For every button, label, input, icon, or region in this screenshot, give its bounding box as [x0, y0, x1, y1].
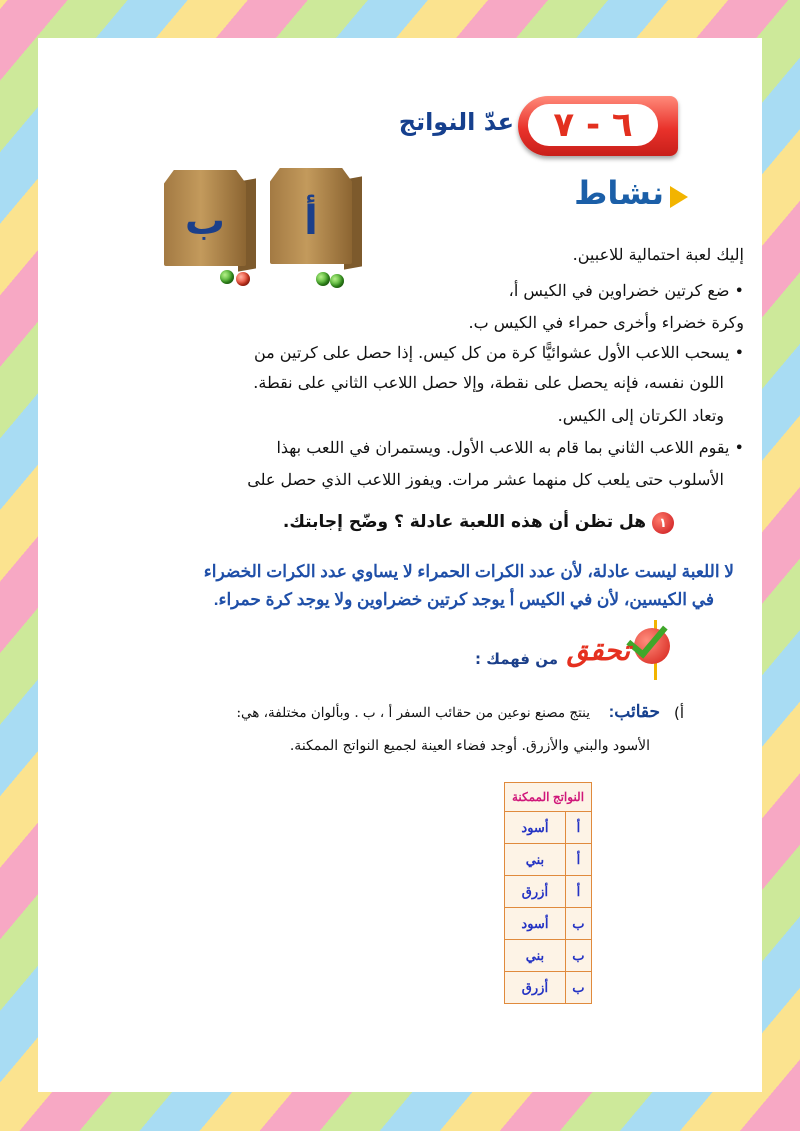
table-cell-color: أسود — [505, 908, 566, 940]
question-text: هل تظن أن هذه اللعبة عادلة ؟ وضّح إجابتك. — [282, 512, 646, 532]
activity-line: • ضع كرتين خضراوين في الكيس أ، — [508, 281, 744, 300]
table-cell-color: أزرق — [505, 876, 566, 908]
bag-a-label: أ — [304, 198, 318, 244]
activity-line: وكرة خضراء وأخرى حمراء في الكيس ب. — [468, 313, 744, 332]
table-cell-color: بني — [505, 940, 566, 972]
answer-line: في الكيسين، لأن في الكيس أ يوجد كرتين خضراوين ولا يوجد كرة حمراء. — [213, 590, 714, 609]
table-row — [505, 940, 592, 972]
check-title: تحقق — [566, 634, 630, 667]
page — [38, 38, 762, 1092]
table-cell-color: أسود — [505, 812, 566, 844]
activity-line: • يسحب اللاعب الأول عشوائيًّا كرة من كل كيس. إذا حصل على كرتين من — [253, 343, 744, 362]
outcomes-table-header: النواتج الممكنة — [505, 783, 592, 812]
exercise-text: ينتج مصنع نوعين من حقائب السفر أ ، ب . وبألوان مختلفة، هي: — [236, 705, 590, 721]
lesson-number: ٦ - ٧ — [528, 104, 658, 146]
table-cell-color: أزرق — [505, 972, 566, 1004]
activity-line: • يقوم اللاعب الثاني بما قام به اللاعب الأول. ويستمران في اللعب بهذا — [276, 438, 744, 457]
activity-line: الأسلوب حتى يلعب كل منهما عشر مرات. ويفوز اللاعب الذي حصل على — [247, 470, 724, 489]
table-cell-bag: ب — [565, 908, 591, 940]
lesson-number-badge — [518, 96, 678, 156]
table-cell-bag: ب — [565, 940, 591, 972]
table-cell-bag: أ — [565, 876, 591, 908]
table-row — [505, 972, 592, 1004]
lesson-title: عدّ النواتج — [398, 108, 514, 136]
table-row — [505, 844, 592, 876]
exercise-label: أ) — [673, 704, 684, 722]
question-number-badge: ١ — [652, 512, 674, 534]
activity-title: نشاط — [574, 174, 664, 212]
table-row — [505, 876, 592, 908]
table-row — [505, 908, 592, 940]
table-cell-bag: أ — [565, 812, 591, 844]
table-cell-color: بني — [505, 844, 566, 876]
triangle-pointer-icon — [670, 186, 688, 208]
exercise-text: الأسود والبني والأزرق. أوجد فضاء العينة لجميع النواتج الممكنة. — [289, 738, 650, 754]
check-subtitle: من فهمك : — [475, 650, 558, 668]
activity-line: اللون نفسه، فإنه يحصل على نقطة، وإلا حصل اللاعب الثاني على نقطة. — [253, 373, 724, 392]
table-cell-bag: ب — [565, 972, 591, 1004]
exercise-keyword: حقائب: — [608, 702, 660, 721]
answer-line: لا اللعبة ليست عادلة، لأن عدد الكرات الحمراء لا يساوي عدد الكرات الخضراء — [203, 562, 734, 581]
activity-line: وتعاد الكرتان إلى الكيس. — [557, 406, 724, 425]
bag-b-label: ب — [184, 198, 226, 244]
outcomes-table — [504, 782, 592, 1004]
table-row — [505, 812, 592, 844]
activity-line: إليك لعبة احتمالية للاعبين. — [572, 245, 744, 264]
table-cell-bag: أ — [565, 844, 591, 876]
